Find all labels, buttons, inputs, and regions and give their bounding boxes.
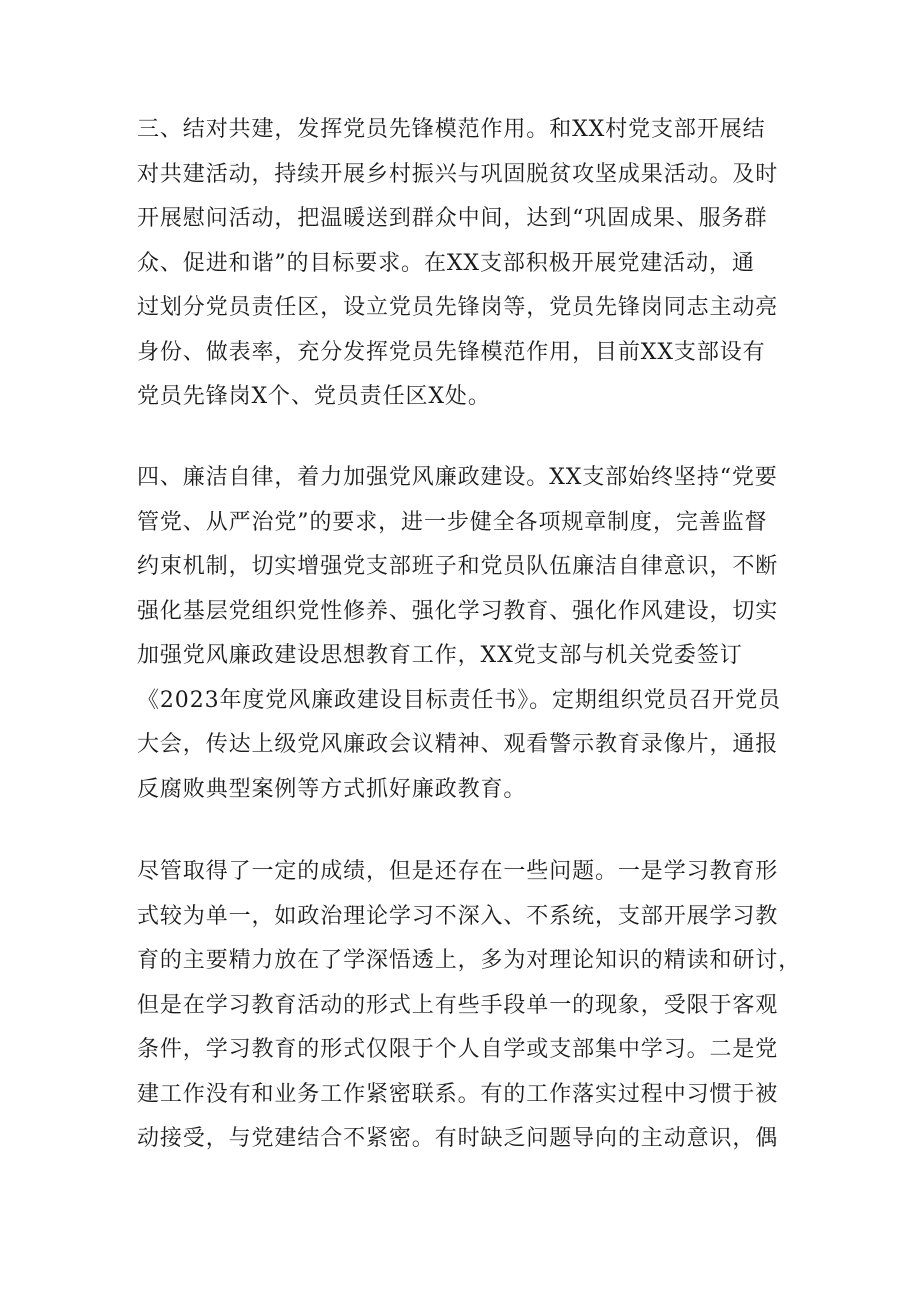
text-line: 育的主要精力放在了学深悟透上，多为对理论知识的精读和研讨，: [137, 948, 802, 973]
text-line: 但是在学习教育活动的形式上有些手段单一的现象，受限于客观: [137, 992, 779, 1018]
paragraph-problems: [137, 850, 802, 1162]
text-line: 条件，学习教育的形式仅限于个人自学或支部集中学习。二是党: [137, 1037, 779, 1062]
text-line: 式较为单一，如政治理论学习不深入、不系统，支部开展学习教: [137, 903, 779, 929]
text-line: 对共建活动，持续开展乡村振兴与巩固脱贫攻坚成果活动。及时: [137, 161, 779, 187]
text-line: 党员先锋岗X个、党员责任区X处。: [137, 384, 491, 409]
text-line: 开展慰问活动，把温暖送到群众中间，达到“巩固成果、服务群: [137, 206, 768, 231]
text-line: 建工作没有和业务工作紧密联系。有的工作落实过程中习惯于被: [137, 1081, 779, 1107]
text-line: 加强党风廉政建设思想教育工作，XX党支部与机关党委签订: [137, 643, 743, 668]
text-line: 动接受，与党建结合不紧密。有时缺乏问题导向的主动意识，偶: [137, 1126, 779, 1151]
text-line: 强化基层党组织党性修养、强化学习教育、强化作风建设，切实: [137, 598, 779, 624]
text-line: 身份、做表率，充分发挥党员先锋模范作用，目前XX支部设有: [137, 339, 766, 365]
text-line: 反腐败典型案例等方式抓好廉政教育。: [137, 776, 527, 802]
text-line: 过划分党员责任区，设立党员先锋岗等，党员先锋岗同志主动亮: [137, 295, 779, 320]
text-line: 众、促进和谐”的目标要求。在XX支部积极开展党建活动，通: [137, 250, 755, 276]
text-line: 约束机制，切实增强党支部班子和党员队伍廉洁自律意识，不断: [137, 554, 779, 579]
text-line: 管党、从严治党”的要求，进一步健全各项规章制度，完善监督: [137, 509, 768, 535]
text-line: 尽管取得了一定的成绩，但是还存在一些问题。一是学习教育形: [137, 859, 779, 884]
text-line: 《2023年度党风廉政建设目标责任书》。定期组织党员召开党员: [137, 687, 781, 713]
paragraph-partnership: [137, 108, 797, 420]
paragraph-integrity: [137, 456, 797, 812]
text-line: 大会，传达上级党风廉政会议精神、观看警示教育录像片，通报: [137, 732, 779, 757]
text-line: 三、结对共建，发挥党员先锋模范作用。和XX村党支部开展结: [137, 117, 766, 142]
text-line: 四、廉洁自律，着力加强党风廉政建设。XX支部始终坚持“党要: [137, 465, 778, 490]
